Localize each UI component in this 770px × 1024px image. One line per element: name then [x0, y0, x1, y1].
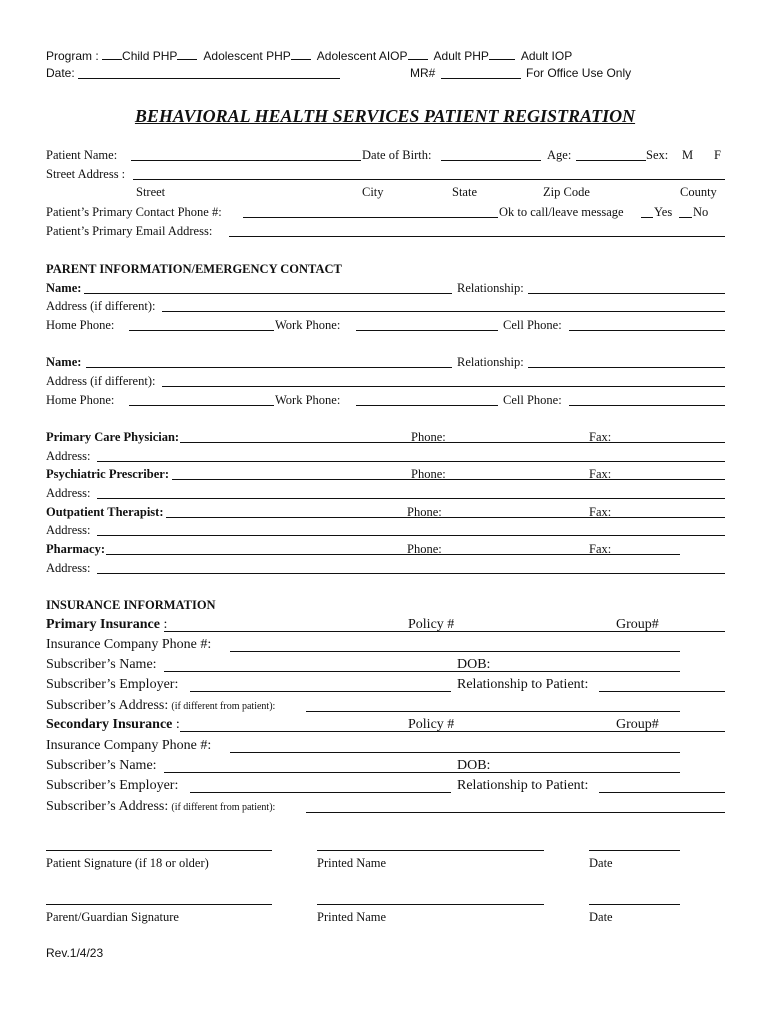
- primary-policy-label: Policy #: [408, 617, 455, 632]
- therapist-address-label: Address:: [46, 523, 91, 537]
- guardian-signature-line[interactable]: [46, 904, 272, 905]
- secondary-insurance-label-row: [46, 717, 180, 733]
- program-adolescent-aiop-label: Adolescent AIOP: [316, 49, 408, 63]
- therapist-field[interactable]: [166, 517, 725, 518]
- secondary-sub-address-row: [46, 798, 275, 816]
- pcp-phone-label: Phone:: [411, 430, 446, 444]
- patient-signature-label: Patient Signature (if 18 or older): [46, 856, 209, 870]
- primary-sub-address-note: (if different from patient):: [171, 701, 276, 712]
- patient-printed-name-label: Printed Name: [317, 856, 387, 870]
- contact2-name-label: Name:: [46, 355, 82, 369]
- primary-sub-address-row: [46, 697, 275, 715]
- secondary-sub-address-field[interactable]: [306, 812, 725, 813]
- date-field[interactable]: [78, 78, 340, 79]
- patient-date-line[interactable]: [589, 850, 680, 851]
- pcp-fax-label: Fax:: [589, 430, 612, 444]
- sex-option-m[interactable]: M: [682, 148, 694, 162]
- secondary-subscriber-name-field[interactable]: [164, 772, 680, 773]
- pcp-label: Primary Care Physician:: [46, 430, 180, 444]
- patient-phone-label: Patient’s Primary Contact Phone #:: [46, 205, 222, 219]
- secondary-group-label: Group#: [616, 717, 659, 732]
- office-use-note: For Office Use Only: [526, 66, 632, 80]
- ok-call-label: Ok to call/leave message: [499, 205, 624, 219]
- dob-label: Date of Birth:: [362, 148, 432, 162]
- program-adolescent-php-blank[interactable]: [177, 59, 197, 60]
- ok-call-yes-blank[interactable]: [641, 217, 653, 218]
- primary-relationship-field[interactable]: [599, 691, 725, 692]
- patient-name-field[interactable]: [131, 160, 361, 161]
- secondary-subscriber-name-label: Subscriber’s Name:: [46, 758, 157, 773]
- sex-label: Sex:: [646, 148, 669, 162]
- secondary-relationship-label: Relationship to Patient:: [457, 778, 589, 793]
- primary-insurance-label-row: [46, 617, 167, 633]
- ok-call-no-blank[interactable]: [679, 217, 692, 218]
- secondary-subscriber-dob-label: DOB:: [457, 758, 491, 773]
- parent-section-title: PARENT INFORMATION/EMERGENCY CONTACT: [46, 262, 342, 276]
- contact1-work-phone-label: Work Phone:: [275, 318, 341, 332]
- psych-fax-label: Fax:: [589, 467, 612, 481]
- pharmacy-phone-label: Phone:: [407, 542, 442, 556]
- psych-phone-label: Phone:: [411, 467, 446, 481]
- contact1-name-label: Name:: [46, 281, 82, 295]
- secondary-employer-field[interactable]: [190, 792, 451, 793]
- contact2-address-label: Address (if different):: [46, 374, 156, 388]
- pharmacy-label: Pharmacy:: [46, 542, 106, 556]
- patient-email-field[interactable]: [229, 236, 725, 237]
- date-label: Date:: [46, 66, 75, 80]
- age-field[interactable]: [576, 160, 646, 161]
- primary-company-phone-label: Insurance Company Phone #:: [46, 637, 212, 652]
- secondary-insurance-label: Secondary Insurance: [46, 717, 173, 732]
- sub-county-label: County: [680, 185, 717, 199]
- revision-label: Rev.1/4/23: [46, 946, 104, 960]
- guardian-signature-label: Parent/Guardian Signature: [46, 910, 179, 924]
- insurance-section-title: INSURANCE INFORMATION: [46, 598, 216, 612]
- contact2-address-field[interactable]: [162, 386, 725, 387]
- pharmacy-fax-label: Fax:: [589, 542, 612, 556]
- primary-insurance-colon: :: [163, 617, 168, 632]
- contact1-cell-phone-label: Cell Phone:: [503, 318, 562, 332]
- psych-field[interactable]: [172, 479, 725, 480]
- sub-city-label: City: [362, 185, 384, 199]
- patient-date-label: Date: [589, 856, 613, 870]
- pcp-field[interactable]: [180, 442, 725, 443]
- program-child-php-label: Child PHP: [122, 49, 178, 63]
- psych-address-label: Address:: [46, 486, 91, 500]
- program-adult-iop-label: Adult IOP: [520, 49, 573, 63]
- program-adult-iop-blank[interactable]: [489, 59, 515, 60]
- therapist-label: Outpatient Therapist:: [46, 505, 164, 519]
- pcp-address-field[interactable]: [97, 461, 725, 462]
- pharmacy-address-label: Address:: [46, 561, 91, 575]
- contact1-address-label: Address (if different):: [46, 299, 156, 313]
- guardian-date-line[interactable]: [589, 904, 680, 905]
- pharmacy-address-field[interactable]: [97, 573, 725, 574]
- primary-employer-label: Subscriber’s Employer:: [46, 677, 179, 692]
- pcp-address-label: Address:: [46, 449, 91, 463]
- sub-zip-label: Zip Code: [543, 185, 590, 199]
- contact2-cell-phone-field[interactable]: [569, 405, 725, 406]
- patient-name-label: Patient Name:: [46, 148, 118, 162]
- psych-address-field[interactable]: [97, 498, 725, 499]
- primary-group-label: Group#: [616, 617, 659, 632]
- contact2-home-phone-label: Home Phone:: [46, 393, 115, 407]
- ok-call-no-label: No: [693, 205, 709, 219]
- secondary-company-phone-label: Insurance Company Phone #:: [46, 738, 212, 753]
- secondary-company-phone-field[interactable]: [230, 752, 680, 753]
- patient-printed-name-line[interactable]: [317, 850, 544, 851]
- patient-email-label: Patient’s Primary Email Address:: [46, 224, 213, 238]
- contact1-relationship-field[interactable]: [528, 293, 725, 294]
- contact2-relationship-field[interactable]: [528, 367, 725, 368]
- contact1-home-phone-field[interactable]: [129, 330, 274, 331]
- contact1-work-phone-field[interactable]: [356, 330, 498, 331]
- contact2-home-phone-field[interactable]: [129, 405, 274, 406]
- contact1-name-field[interactable]: [84, 293, 452, 294]
- street-address-field[interactable]: [133, 179, 725, 180]
- dob-field[interactable]: [441, 160, 541, 161]
- secondary-sub-address-label: Subscriber’s Address:: [46, 799, 169, 814]
- sub-street-label: Street: [136, 185, 166, 199]
- primary-subscriber-dob-label: DOB:: [457, 657, 491, 672]
- program-adolescent-aiop-blank[interactable]: [291, 59, 311, 60]
- primary-subscriber-name-label: Subscriber’s Name:: [46, 657, 157, 672]
- ok-call-yes-label: Yes: [654, 205, 673, 219]
- contact2-work-phone-label: Work Phone:: [275, 393, 341, 407]
- primary-employer-field[interactable]: [190, 691, 451, 692]
- patient-phone-field[interactable]: [243, 217, 498, 218]
- contact2-work-phone-field[interactable]: [356, 405, 498, 406]
- contact1-address-field[interactable]: [162, 311, 725, 312]
- program-row: [46, 49, 572, 63]
- contact1-home-phone-label: Home Phone:: [46, 318, 115, 332]
- contact2-name-field[interactable]: [86, 367, 452, 368]
- sub-state-label: State: [452, 185, 477, 199]
- secondary-relationship-field[interactable]: [599, 792, 725, 793]
- program-adolescent-php-label: Adolescent PHP: [203, 49, 291, 63]
- primary-sub-address-label: Subscriber’s Address:: [46, 698, 169, 713]
- primary-relationship-label: Relationship to Patient:: [457, 677, 589, 692]
- program-adult-php-blank[interactable]: [408, 59, 428, 60]
- contact2-cell-phone-label: Cell Phone:: [503, 393, 562, 407]
- therapist-address-field[interactable]: [97, 535, 725, 536]
- contact2-relationship-label: Relationship:: [457, 355, 524, 369]
- primary-sub-address-field[interactable]: [306, 711, 680, 712]
- therapist-fax-label: Fax:: [589, 505, 612, 519]
- contact1-cell-phone-field[interactable]: [569, 330, 725, 331]
- street-address-label: Street Address :: [46, 167, 126, 181]
- primary-company-phone-field[interactable]: [230, 651, 680, 652]
- secondary-policy-label: Policy #: [408, 717, 455, 732]
- patient-signature-line[interactable]: [46, 850, 272, 851]
- sex-option-f[interactable]: F: [714, 148, 721, 162]
- program-label: Program :: [46, 49, 99, 63]
- guardian-date-label: Date: [589, 910, 613, 924]
- secondary-insurance-colon: :: [175, 717, 180, 732]
- age-label: Age:: [547, 148, 572, 162]
- primary-subscriber-name-field[interactable]: [164, 671, 680, 672]
- guardian-printed-name-label: Printed Name: [317, 910, 387, 924]
- primary-insurance-label: Primary Insurance: [46, 617, 160, 632]
- psych-label: Psychiatric Prescriber:: [46, 467, 169, 481]
- form-title: BEHAVIORAL HEALTH SERVICES PATIENT REGISTRATION: [134, 106, 636, 126]
- therapist-phone-label: Phone:: [407, 505, 442, 519]
- guardian-printed-name-line[interactable]: [317, 904, 544, 905]
- secondary-sub-address-note: (if different from patient):: [171, 802, 276, 813]
- contact1-relationship-label: Relationship:: [457, 281, 524, 295]
- secondary-employer-label: Subscriber’s Employer:: [46, 778, 179, 793]
- mr-label: MR#: [410, 66, 436, 80]
- program-child-php-blank[interactable]: [102, 59, 122, 60]
- program-adult-php-label: Adult PHP: [433, 49, 489, 63]
- mr-field[interactable]: [441, 78, 521, 79]
